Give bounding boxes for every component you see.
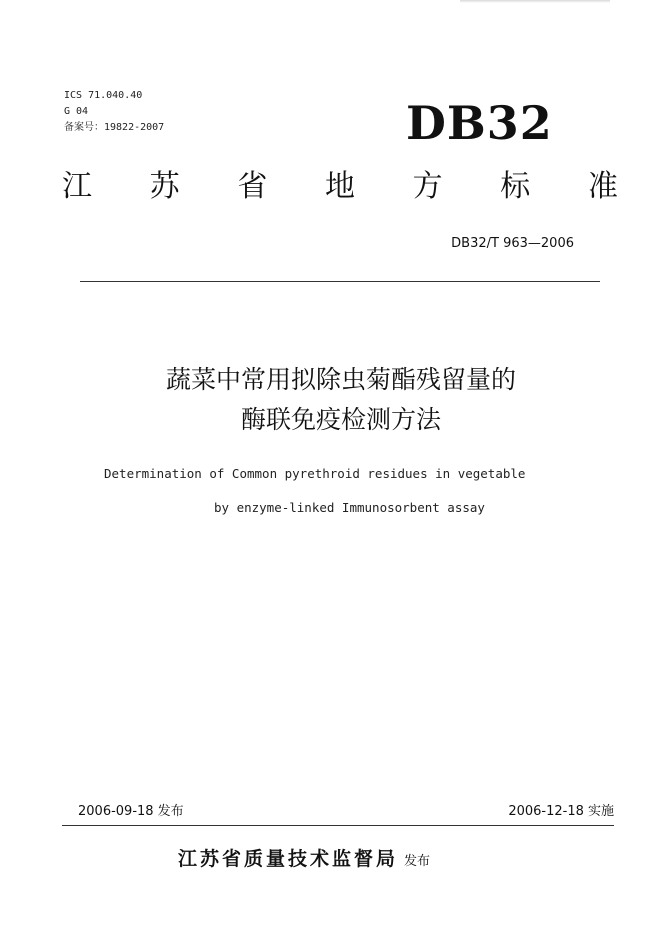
- issue-date: 2006-09-18 发布: [78, 804, 184, 819]
- english-title-line1: Determination of Common pyrethroid residues in vegetable: [104, 466, 526, 481]
- top-divider: [80, 281, 600, 282]
- heading-char: 苏: [149, 169, 180, 204]
- standard-code-logo: DB32: [406, 96, 553, 150]
- heading-char: 标: [500, 169, 531, 204]
- heading-char: 地: [324, 169, 355, 204]
- chinese-title-line1: 蔬菜中常用拟除虫菊酯残留量的: [165, 365, 516, 394]
- standard-number: DB32/T 963—2006: [451, 236, 574, 251]
- issuer-suffix: 发布: [404, 854, 431, 869]
- provincial-standard-heading: [62, 169, 618, 204]
- chinese-title: [0, 360, 662, 440]
- heading-char: 江: [62, 169, 92, 204]
- scan-shadow: [460, 0, 610, 3]
- heading-char: 方: [412, 169, 443, 204]
- heading-char: 准: [587, 169, 618, 204]
- issuer-block: [178, 844, 430, 871]
- issuer-name: 江苏省质量技术监督局: [178, 848, 399, 870]
- bottom-divider: [62, 825, 614, 826]
- english-title-line2: by enzyme-linked Immunosorbent assay: [214, 500, 485, 515]
- ics-code: ICS 71.040.40: [64, 90, 143, 101]
- chinese-title-line2: 酶联免疫检测方法: [240, 405, 441, 434]
- class-code: G 04: [64, 106, 89, 117]
- implementation-date: 2006-12-18 实施: [508, 804, 614, 819]
- classification-block: [64, 88, 164, 136]
- filing-number: 备案号：19822-2007: [64, 122, 165, 133]
- heading-char: 省: [237, 169, 268, 204]
